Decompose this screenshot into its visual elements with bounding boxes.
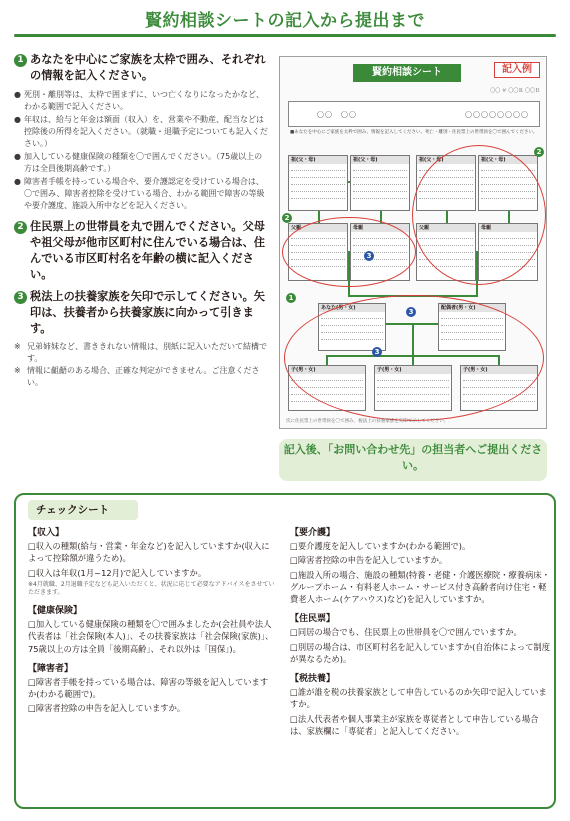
- section-heading: 【障害者】: [28, 663, 74, 674]
- sample-form-image: [279, 56, 547, 429]
- bullet-dot-icon: ●: [14, 151, 21, 161]
- check-sheet: [14, 493, 556, 809]
- example-label: 記入例: [494, 62, 540, 78]
- sample-phone-value: 〇〇〇〇〇〇〇〇: [465, 111, 529, 119]
- card-child: 子(男・女): [460, 365, 538, 411]
- check-column-right: [290, 525, 552, 739]
- bullet-text: 加入している健康保険の種類を〇で囲んでください。（75歳以上の方は全員後期高齢です。）: [24, 151, 263, 173]
- marker-3: 3: [372, 347, 382, 357]
- section-heading: 【税扶養】: [290, 674, 336, 685]
- after-submit-banner: 記入後、「お問い合わせ先」の担当者へご提出ください。: [279, 439, 547, 481]
- check-item: □同居の場合でも、住民票上の世帯員を〇で囲んでいますか。: [290, 627, 522, 638]
- bullet-dot-icon: ●: [14, 114, 21, 124]
- section-heading: 【健康保険】: [28, 605, 83, 616]
- card-grandparent: 祖(父・母): [350, 155, 410, 211]
- step-number-badge: 3: [14, 291, 27, 304]
- card-parent: 父親: [288, 223, 348, 281]
- check-item: □施設入所の場合、施設の種類(特養・老健・介護医療院・療養病床・グループホーム・有料老人ホーム・サービス付き高齢者向け住宅・軽費老人ホーム(ケアハウス)など)を記入していますか。: [290, 569, 550, 605]
- title-underline: [14, 34, 556, 37]
- note-text: 兄弟姉妹など、書ききれない情報は、別紙に記入いただいて結構です。: [27, 342, 267, 364]
- page-title: 賢約相談シートの記入から提出まで: [145, 11, 425, 31]
- check-item: □別居の場合は、市区町村名を記入していますか(自治体によって制度が異なるため)。: [290, 641, 550, 664]
- marker-2: 2: [534, 147, 544, 157]
- check-item: □障害者控除の申告を記入していますか。: [290, 555, 448, 566]
- household-oval: [282, 217, 416, 287]
- step-heading: 住民票上の世帯員を丸で囲んでください。父母や祖父母が他市区町村に住んでいる場合は、住んでいる市区町村名を年齢の横に記入ください。: [30, 219, 265, 281]
- marker-3: 3: [364, 251, 374, 261]
- marker-3: 3: [406, 307, 416, 317]
- check-sheet-title: チェックシート: [28, 500, 138, 520]
- card-child: 子(男・女): [288, 365, 366, 411]
- sample-footer: 次に住民票上の世帯員を〇で囲み、税法上の扶養家族を矢印で示してください。: [286, 419, 449, 424]
- notes: [14, 341, 270, 389]
- card-parent: 母親: [478, 223, 538, 281]
- check-item: □法人代表者や個人事業主が家族を専従者として申告している場合は、家族欄に「専従者」と記入してください。: [290, 713, 539, 736]
- note-text: 情報に齟齬のある場合、正確な判定ができません。ご注意ください。: [27, 366, 260, 388]
- check-item: □要介護度を記入していますか(わかる範囲で)。: [290, 541, 471, 551]
- instructions-column: [14, 52, 270, 389]
- check-item: □誰が誰を税の扶養家族として申告しているのか矢印で記入していますか。: [290, 687, 547, 710]
- step-number-badge: 2: [14, 221, 27, 234]
- card-parent: 父親: [416, 223, 476, 281]
- note-mark: ※: [14, 342, 21, 352]
- check-item: □収入は年収(1月~12月)で記入していますか。: [28, 567, 207, 578]
- step-number-badge: 1: [14, 54, 27, 67]
- card-grandparent: 祖(父・母): [416, 155, 476, 211]
- step-heading: 税法上の扶養家族を矢印で示してください。矢印は、扶養者から扶養家族に向かって引きます。: [30, 290, 265, 336]
- step-3: [14, 289, 270, 337]
- check-item: □障害者控除の申告を記入していますか。: [28, 703, 186, 714]
- card-child: 子(男・女): [374, 365, 452, 411]
- sample-sheet-title: 賢約相談シート: [353, 64, 461, 82]
- note-mark: ※: [14, 366, 21, 376]
- check-item: □加入している健康保険の種類を〇で囲みましたか(会社員や法人代表者は「社会保険(本人)」、その扶養家族は「社会保険(家族)」、75歳以上の方は全員「後期高齢」、それ以外は「国保」)。: [28, 618, 274, 654]
- card-grandparent: 祖(父・母): [478, 155, 538, 211]
- bullet-text: 障害者手帳を持っている場合や、要介護認定を受けている場合は、〇で囲み、障害者控除を受けている場合、わかる範囲で障害の等級や要介護度、施設入所中などを記入ください。: [24, 176, 265, 210]
- step-heading: あなたを中心にご家族を太枠で囲み、それぞれの情報を記入ください。: [30, 53, 266, 82]
- card-parent: 母親: [350, 223, 410, 281]
- sample-instruction: ■あなたを中心にご家族を太枠で囲み、情報を記入してください。死亡・離別・住民票上の世帯員を〇で囲んでください。: [290, 130, 538, 135]
- card-grandparent: 祖(父・母): [288, 155, 348, 211]
- connector-line: [348, 181, 350, 183]
- card-self: あなた(男・女): [318, 303, 386, 351]
- sample-header-box: [288, 101, 540, 127]
- marker-2: 2: [282, 213, 292, 223]
- check-item: □収入の種類(給与・営業・年金など)を記入していますか(収入によって控除額が違うため)。: [28, 541, 270, 564]
- bullet-text: 年収は、給与と年金は額面（収入）を、営業や不動産、配当などは控除後の所得を記入ください。（就職・退職予定についても記入ください。）: [24, 114, 268, 148]
- section-heading: 【要介護】: [290, 528, 336, 538]
- bullet-dot-icon: ●: [14, 176, 21, 186]
- section-heading: 【住民票】: [290, 614, 336, 625]
- step-1: [14, 52, 270, 212]
- check-note: ※4月就職、2月退職予定なども記入いただくと、状況に応じて必要なアドバイスをさせていただきます。: [28, 580, 275, 596]
- check-item: □障害者手帳を持っている場合は、障害の等級を記入していますか(わかる範囲で)。: [28, 676, 269, 700]
- step-1-bullets: [14, 89, 270, 212]
- section-heading: 【収入】: [28, 528, 65, 538]
- card-spouse: 配偶者(男・女): [438, 303, 506, 351]
- check-column-left: [28, 525, 276, 717]
- step-2: [14, 219, 270, 283]
- bullet-text: 死別・離別等は、太枠で囲まずに、いつ亡くなりになったかなど、わかる範囲で記入ください。: [24, 89, 264, 111]
- household-oval: [412, 145, 546, 285]
- marker-1: 1: [286, 293, 296, 303]
- sample-name-value: 〇〇 〇〇: [317, 111, 357, 119]
- sample-code: 〇〇 ＃ 〇〇Ｒ 〇〇Ｂ: [490, 88, 540, 94]
- bullet-dot-icon: ●: [14, 89, 21, 99]
